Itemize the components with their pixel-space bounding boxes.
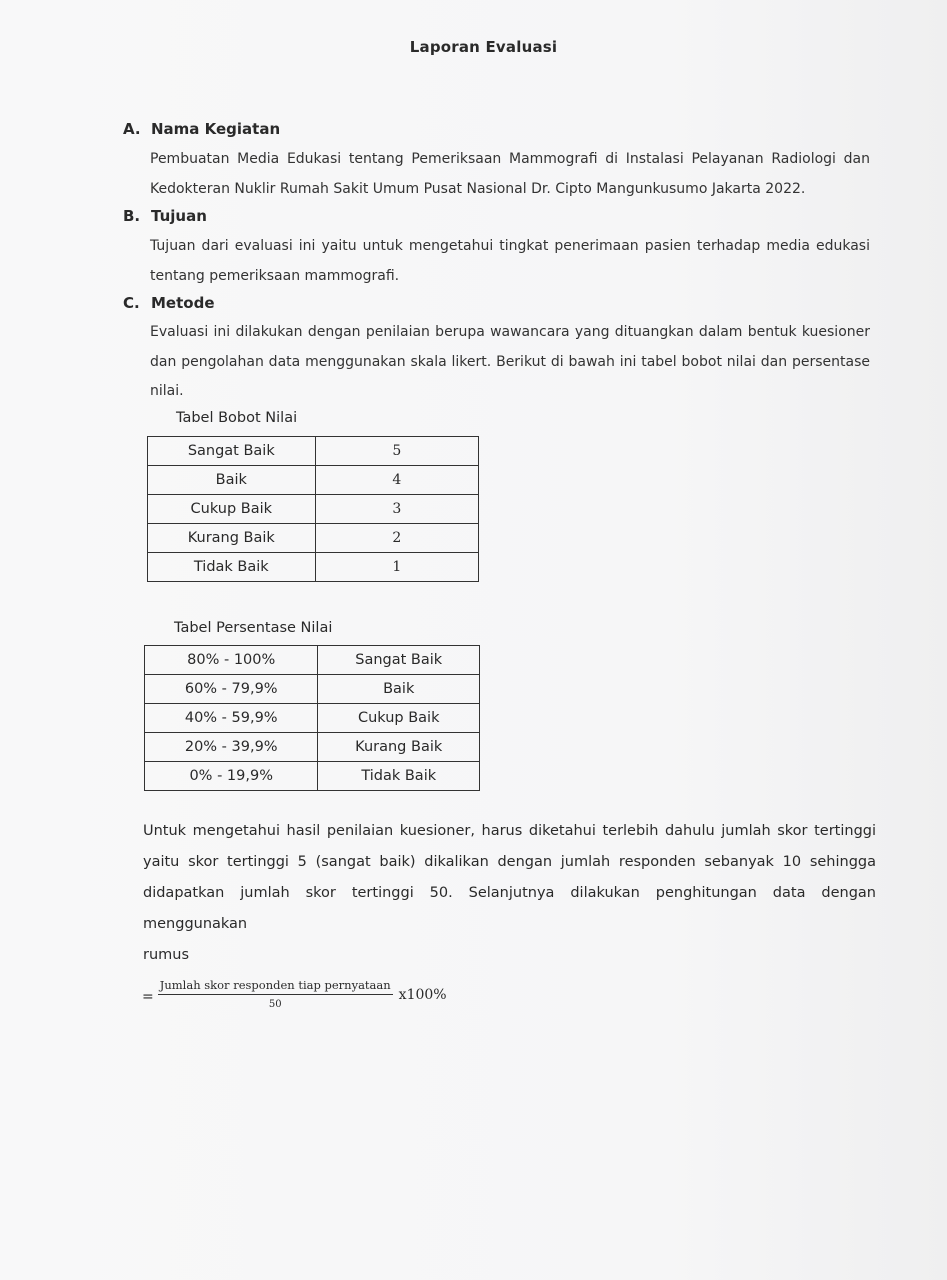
table-cell-label: Cukup Baik [148,495,316,524]
section-c-title: Metode [151,294,215,312]
paragraph-line: Pembuatan Media Edukasi tentang Pemeriksaan Mammografi di Instalasi Pelayanan Radiologi dan [150,151,870,167]
table-row [145,733,480,762]
formula-denominator: 50 [268,999,282,1010]
table-row [145,704,480,733]
section-a-letter: A. [123,120,141,138]
section-b-paragraph [150,232,870,291]
paragraph-line: Tujuan dari evaluasi ini yaitu untuk mengetahui tingkat penerimaan pasien terhadap media edukasi [150,238,870,254]
table-cell-category: Kurang Baik [318,733,480,762]
percentage-formula [142,978,447,1010]
paragraph-line: didapatkan jumlah skor tertinggi 50. Selanjutnya dilakukan penghitungan data dengan menggunakan [143,885,876,932]
section-c-paragraph [150,318,870,407]
table-cell-category: Sangat Baik [318,646,480,675]
section-b-heading [123,207,207,225]
table-cell-label: Kurang Baik [148,524,316,553]
table-cell-range: 80% - 100% [145,646,318,675]
section-a-paragraph [150,145,870,204]
table-cell-label: Baik [148,466,316,495]
table-bobot-caption: Tabel Bobot Nilai [176,410,298,426]
paragraph-line: rumus [143,947,190,963]
explanation-paragraph [143,816,876,971]
table-cell-range: 0% - 19,9% [145,762,318,791]
document-title: Laporan Evaluasi [409,38,558,56]
section-b-letter: B. [123,207,141,225]
formula-fraction [158,978,393,1010]
section-a-title: Nama Kegiatan [151,120,281,138]
table-cell-value: 5 [315,437,478,466]
paragraph-line: Evaluasi ini dilakukan dengan penilaian berupa wawancara yang dituangkan dalam bentuk kuesioner [150,324,870,340]
table-row [148,553,479,582]
table-cell-range: 60% - 79,9% [145,675,318,704]
table-row [145,675,480,704]
formula-numerator: Jumlah skor responden tiap pernyataan [158,978,393,995]
table-cell-value: 3 [315,495,478,524]
table-persentase-caption: Tabel Persentase Nilai [174,620,333,636]
section-b-title: Tujuan [151,207,207,225]
table-row [145,646,480,675]
table-row [148,466,479,495]
table-cell-category: Tidak Baik [318,762,480,791]
table-cell-value: 2 [315,524,478,553]
table-persentase-nilai [144,645,480,791]
paragraph-line: tentang pemeriksaan mammografi. [150,267,400,284]
paragraph-line: Untuk mengetahui hasil penilaian kuesioner, harus diketahui terlebih dahulu jumlah skor tertinggi [143,823,876,839]
section-a-heading [123,120,280,138]
table-row [148,437,479,466]
paragraph-line: nilai. [150,383,184,399]
table-cell-category: Cukup Baik [318,704,480,733]
paragraph-line: dan pengolahan data menggunakan skala likert. Berikut di bawah ini tabel bobot nilai dan persentase [150,353,870,370]
table-bobot-nilai [147,436,479,582]
paragraph-line: Kedokteran Nuklir Rumah Sakit Umum Pusat Nasional Dr. Cipto Mangunkusumo Jakarta 2022. [150,180,806,197]
section-c-heading [123,294,215,312]
table-cell-range: 40% - 59,9% [145,704,318,733]
table-cell-category: Baik [318,675,480,704]
table-cell-label: Tidak Baik [148,553,316,582]
table-cell-range: 20% - 39,9% [145,733,318,762]
table-cell-value: 1 [315,553,478,582]
table-row [148,495,479,524]
paragraph-line: yaitu skor tertinggi 5 (sangat baik) dikalikan dengan jumlah responden sebanyak 10 sehingga [143,854,876,870]
table-cell-label: Sangat Baik [148,437,316,466]
section-c-letter: C. [123,294,140,312]
formula-multiplier: x100% [398,987,447,1003]
table-row [145,762,480,791]
formula-equals: = [142,989,154,1005]
table-cell-value: 4 [315,466,478,495]
table-row [148,524,479,553]
